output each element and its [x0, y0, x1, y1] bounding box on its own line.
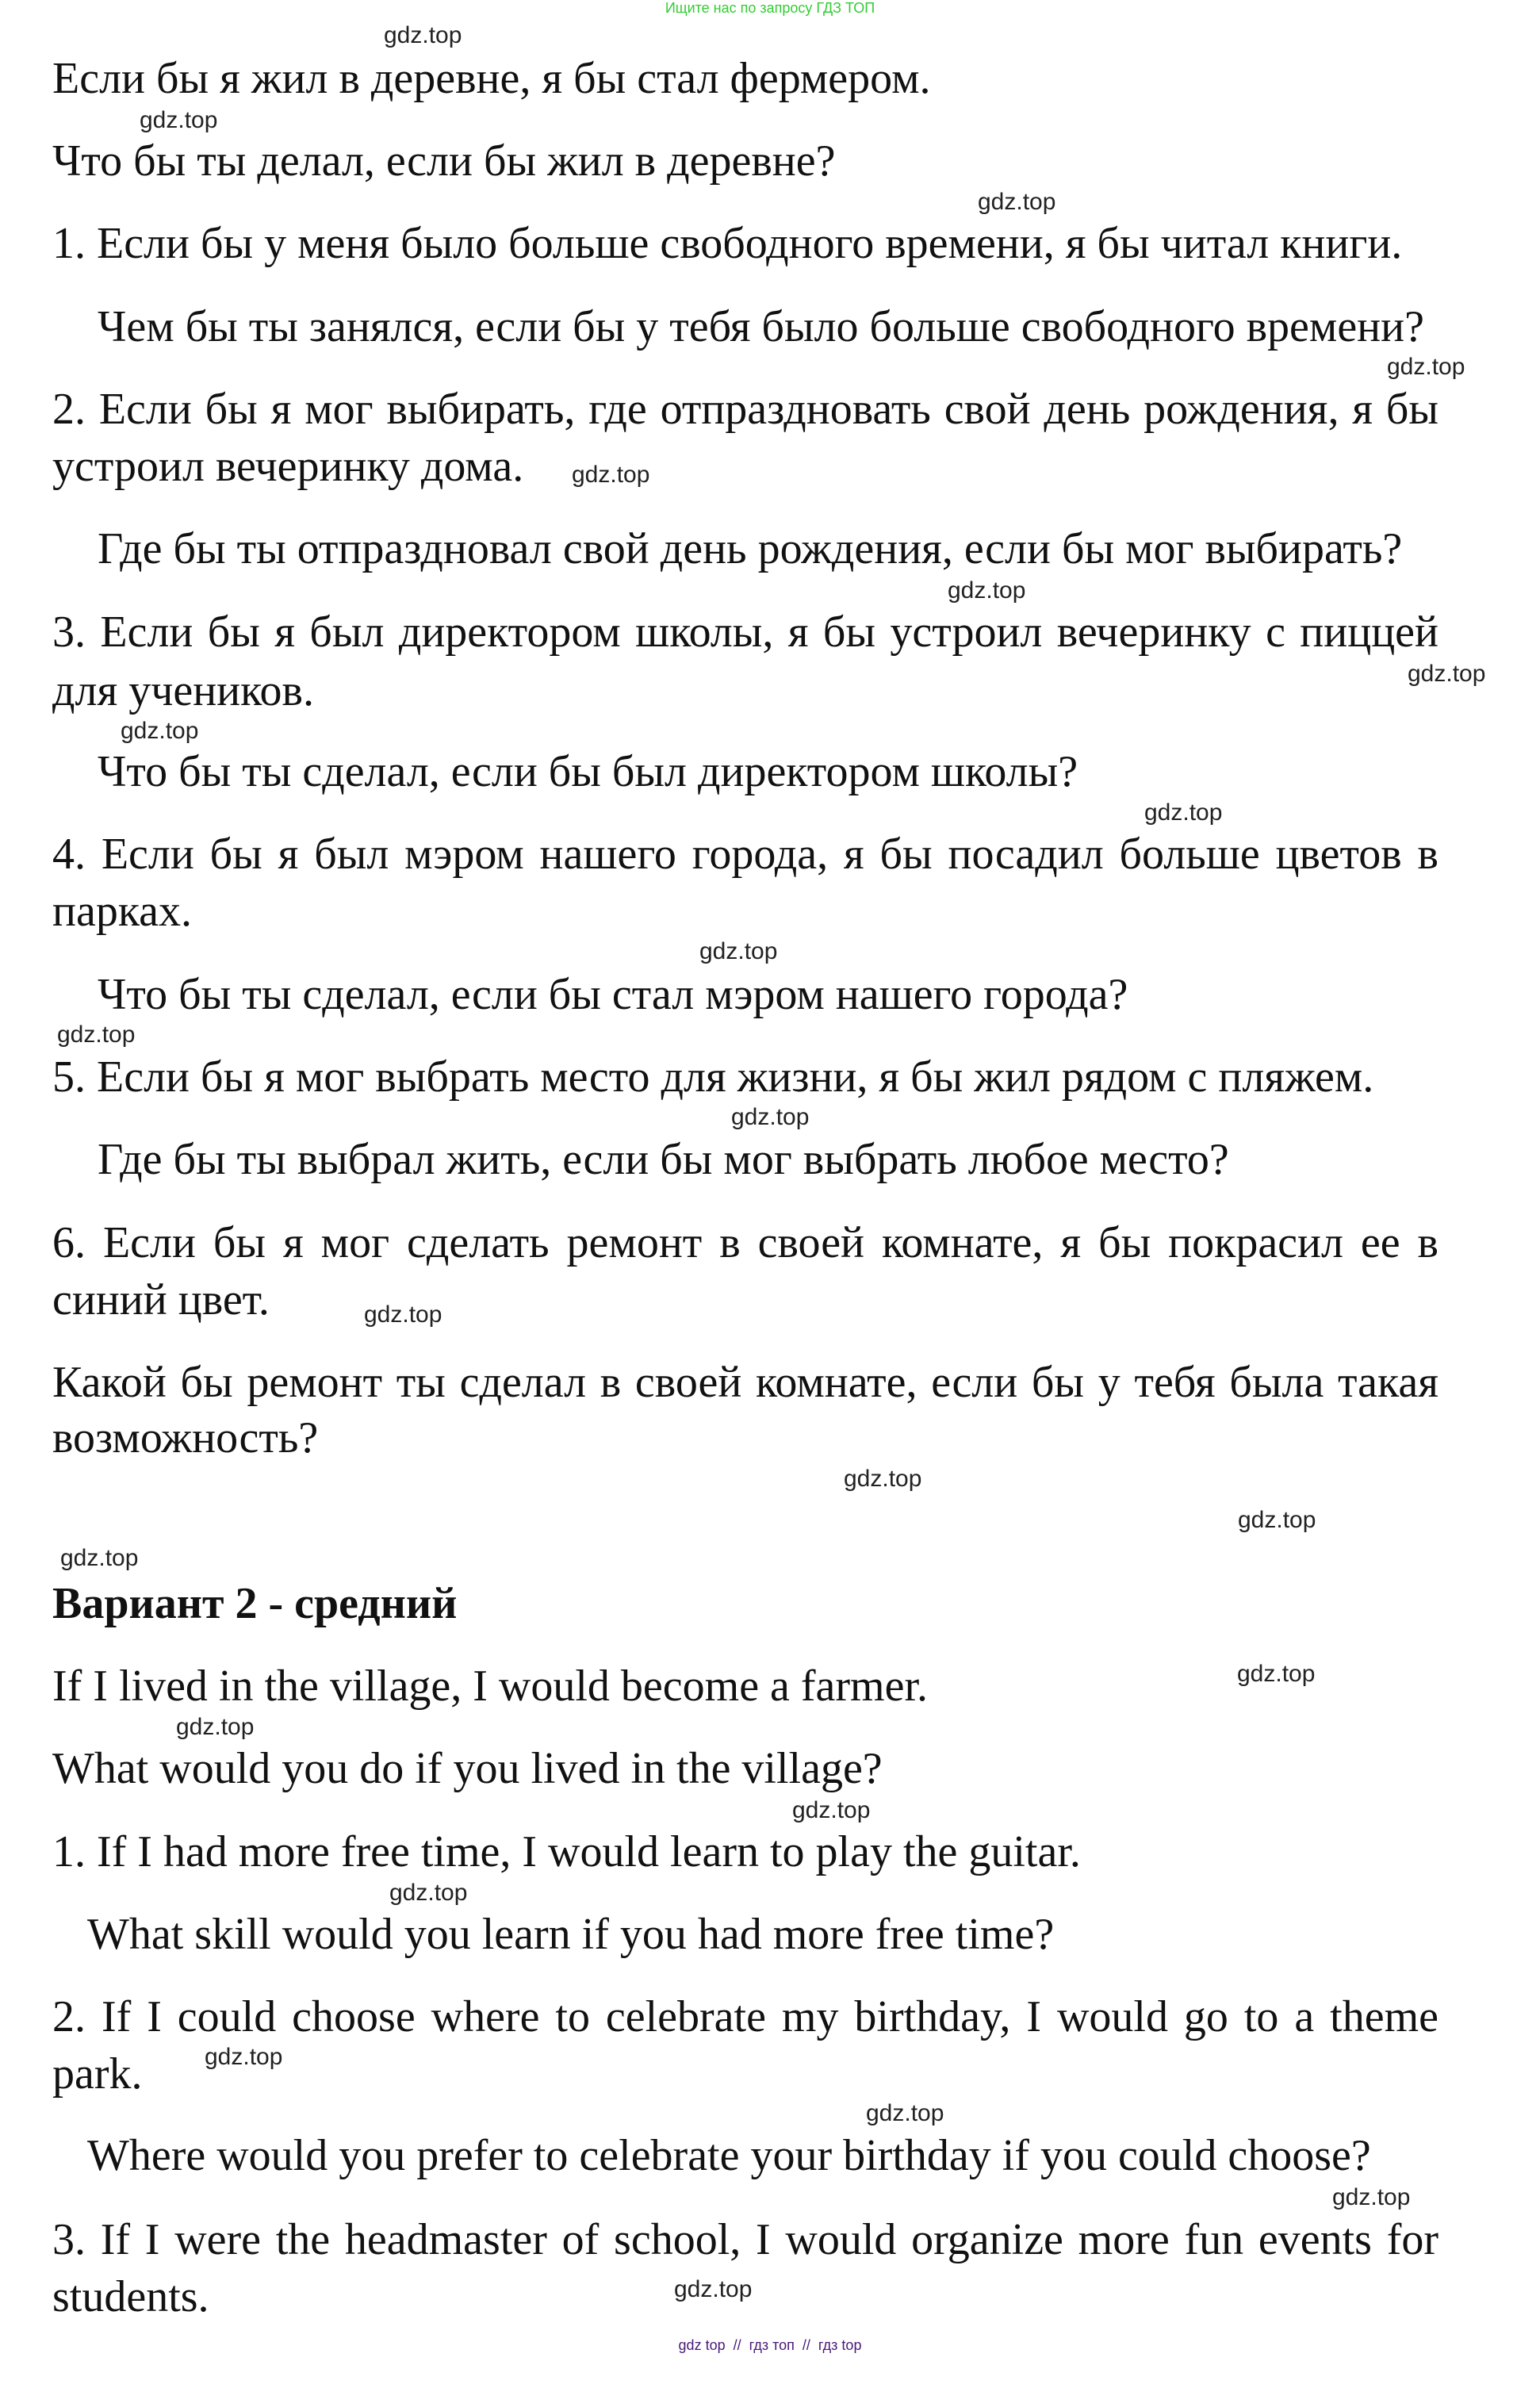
watermark: gdz.top — [1408, 661, 1486, 687]
watermark: gdz.top — [1387, 354, 1465, 380]
section-heading: Вариант 2 - средний — [52, 1579, 458, 1628]
text-line: Где бы ты отпраздновал свой день рождения, если бы мог выбирать? — [98, 524, 1403, 573]
text-line: Чем бы ты занялся, если бы у тебя было больше свободного времени? — [98, 302, 1424, 351]
watermark: gdz.top — [176, 1714, 255, 1740]
watermark: gdz.top — [792, 1797, 871, 1823]
watermark: gdz.top — [948, 577, 1026, 604]
text-line: синий цвет. — [52, 1275, 270, 1324]
watermark: gdz.top — [140, 107, 218, 133]
watermark: gdz.top — [121, 718, 199, 744]
text-line: Что бы ты делал, если бы жил в деревне? — [52, 136, 836, 186]
watermark: gdz.top — [674, 2276, 753, 2302]
text-line: парках. — [52, 887, 193, 936]
text-line: 5. Если бы я мог выбрать место для жизни, я бы жил рядом с пляжем. — [52, 1052, 1374, 1102]
text-line: 6. Если бы я мог сделать ремонт в своей комнате, я бы покрасил ее в — [52, 1218, 1438, 1267]
text-line: Что бы ты сделал, если бы был директором школы? — [98, 747, 1078, 796]
text-line: 3. If I were the headmaster of school, I would organize more fun events for — [52, 2215, 1438, 2264]
footer-banner[interactable]: gdz top // гдз топ // гдз top — [678, 2337, 862, 2353]
text-line: 2. Если бы я мог выбирать, где отпраздновать свой день рождения, я бы — [52, 385, 1438, 434]
text-line: What would you do if you lived in the village? — [52, 1744, 883, 1793]
text-line: park. — [52, 2049, 143, 2099]
text-line: Where would you prefer to celebrate your birthday if you could choose? — [87, 2131, 1371, 2180]
watermark: gdz.top — [384, 22, 462, 48]
text-line: 2. If I could choose where to celebrate my birthday, I would go to a theme — [52, 1992, 1438, 2041]
text-line: для учеников. — [52, 666, 314, 715]
watermark: gdz.top — [389, 1880, 468, 1906]
text-line: устроил вечеринку дома. — [52, 442, 524, 491]
text-line: What skill would you learn if you had more free time? — [87, 1910, 1055, 1959]
watermark: gdz.top — [572, 462, 650, 488]
header-banner[interactable]: Ищите нас по запросу ГДЗ ТОП — [665, 0, 875, 16]
text-line: If I lived in the village, I would become a farmer. — [52, 1662, 929, 1711]
watermark: gdz.top — [699, 938, 778, 964]
watermark: gdz.top — [844, 1466, 922, 1492]
watermark: gdz.top — [60, 1545, 139, 1571]
watermark: gdz.top — [1332, 2184, 1411, 2210]
text-line: возможность? — [52, 1413, 319, 1462]
text-line: Где бы ты выбрал жить, если бы мог выбрать любое место? — [98, 1135, 1229, 1184]
text-line: 4. Если бы я был мэром нашего города, я бы посадил больше цветов в — [52, 830, 1438, 879]
watermark: gdz.top — [205, 2044, 283, 2070]
watermark: gdz.top — [1238, 1507, 1316, 1533]
text-line: Если бы я жил в деревне, я бы стал фермером. — [52, 54, 931, 103]
text-line: students. — [52, 2272, 209, 2321]
watermark: gdz.top — [57, 1022, 136, 1048]
watermark: gdz.top — [978, 189, 1056, 215]
text-line: Что бы ты сделал, если бы стал мэром нашего города? — [98, 970, 1128, 1019]
watermark: gdz.top — [364, 1301, 442, 1328]
text-line: 1. If I had more free time, I would learn to play the guitar. — [52, 1827, 1081, 1876]
watermark: gdz.top — [1237, 1661, 1316, 1687]
text-line: Какой бы ремонт ты сделал в своей комнате, если бы у тебя была такая — [52, 1358, 1438, 1407]
text-line: 1. Если бы у меня было больше свободного времени, я бы читал книги. — [52, 219, 1403, 268]
watermark: gdz.top — [1144, 799, 1223, 826]
watermark: gdz.top — [866, 2100, 944, 2126]
text-line: 3. Если бы я был директором школы, я бы устроил вечеринку с пиццей — [52, 608, 1438, 657]
watermark: gdz.top — [731, 1104, 810, 1130]
